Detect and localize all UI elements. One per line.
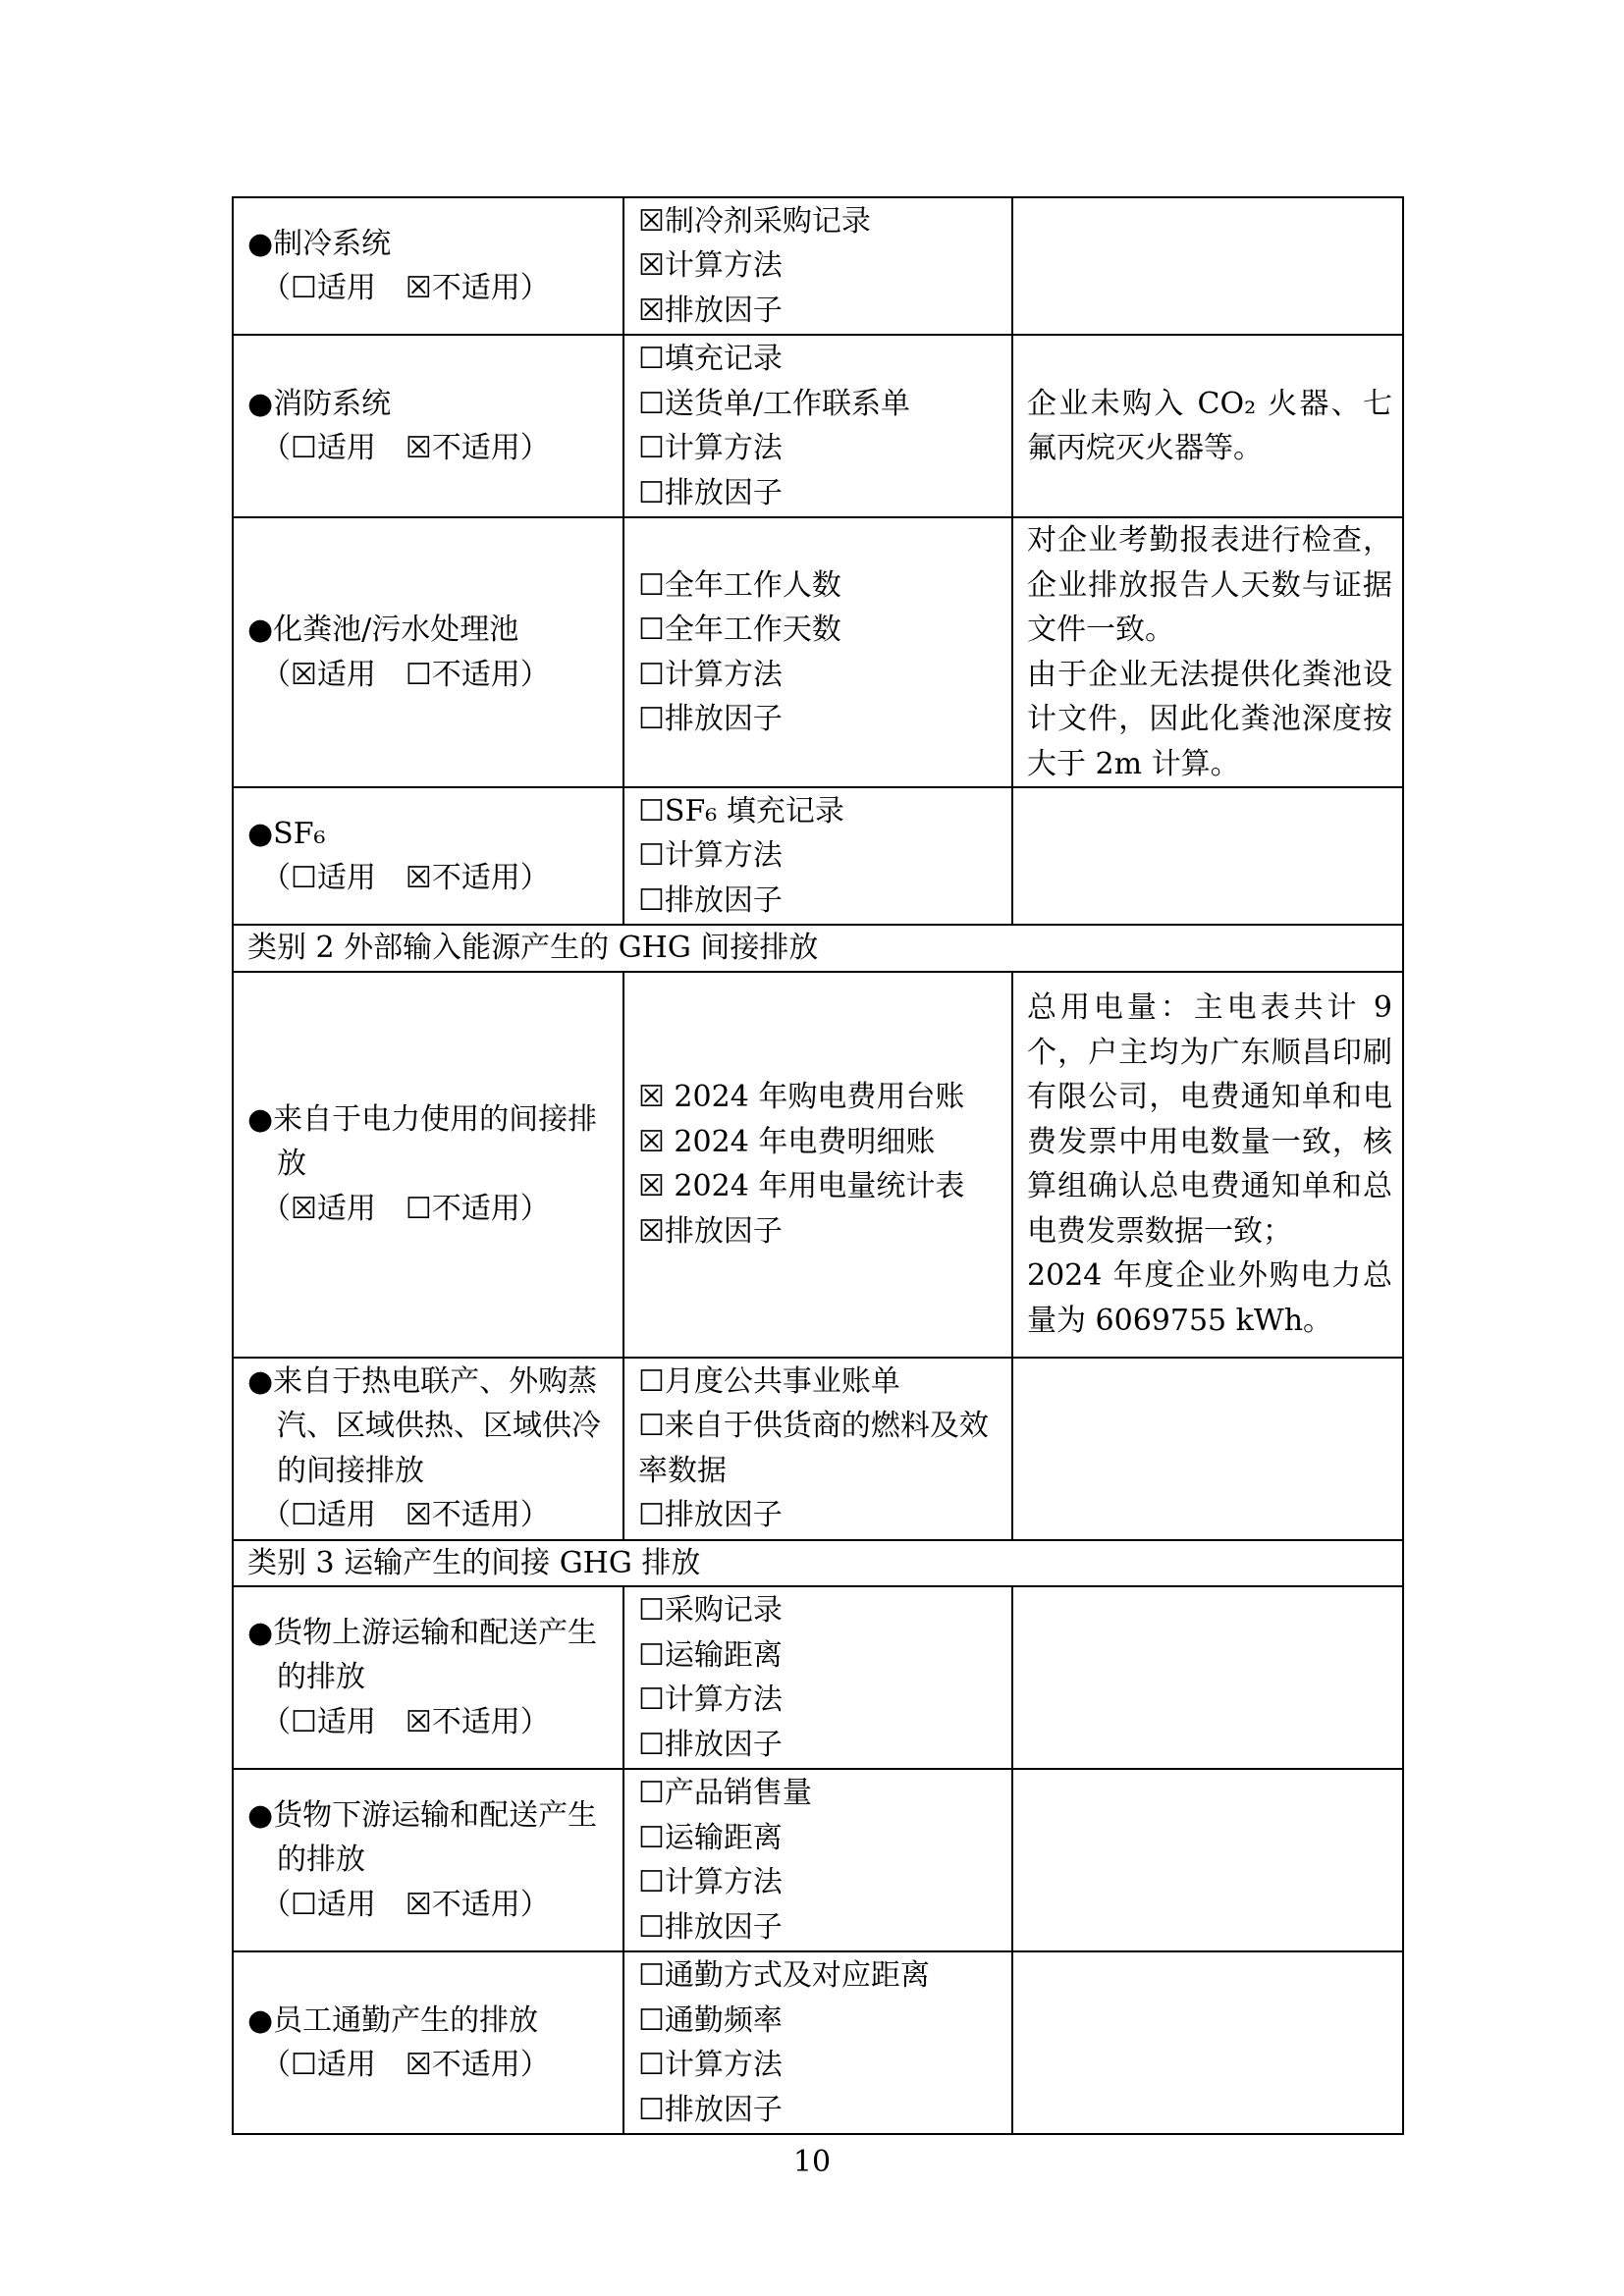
note-text: 2024 年度企业外购电力总量为 6069755 kWh。 bbox=[1027, 1258, 1392, 1338]
applicability-status: （☐适用 ☒不适用） bbox=[261, 1887, 550, 1922]
source-cell bbox=[233, 335, 623, 517]
source-name: ●消防系统 bbox=[247, 386, 392, 421]
evidence-item: ☒排放因子 bbox=[638, 1213, 783, 1249]
evidence-item: ☒排放因子 bbox=[638, 293, 783, 328]
evidence-item: ☐计算方法 bbox=[638, 657, 783, 692]
source-cell bbox=[233, 1951, 623, 2134]
category-heading: 类别 3 运输产生的间接 GHG 排放 bbox=[233, 1540, 1403, 1587]
evidence-item: ☐排放因子 bbox=[638, 1498, 783, 1532]
evidence-item: ☐SF₆ 填充记录 bbox=[638, 793, 844, 828]
evidence-item: ☐运输距离 bbox=[638, 1820, 783, 1855]
note-cell bbox=[1012, 517, 1403, 787]
table-row bbox=[233, 1769, 1403, 1951]
evidence-item: ☐排放因子 bbox=[638, 882, 783, 918]
evidence-item: ☐全年工作人数 bbox=[638, 567, 841, 603]
source-name: ●货物上游运输和配送产生的排放 bbox=[247, 1615, 598, 1695]
table-row bbox=[233, 787, 1403, 925]
category-row bbox=[233, 925, 1403, 972]
table-row bbox=[233, 1951, 1403, 2134]
source-cell bbox=[233, 1769, 623, 1951]
evidence-item: ☐排放因子 bbox=[638, 475, 783, 510]
applicability-status: （☐适用 ☒不适用） bbox=[261, 1498, 550, 1532]
applicability-status: （☐适用 ☒不适用） bbox=[261, 2048, 550, 2082]
category-heading: 类别 2 外部输入能源产生的 GHG 间接排放 bbox=[233, 925, 1403, 972]
source-cell bbox=[233, 787, 623, 925]
note-text: 由于企业无法提供化粪池设计文件，因此化粪池深度按大于 2m 计算。 bbox=[1027, 657, 1392, 781]
evidence-item: ☐来自于供货商的燃料及效率数据 bbox=[638, 1409, 989, 1488]
evidence-item: ☐排放因子 bbox=[638, 1909, 783, 1945]
source-cell bbox=[233, 972, 623, 1358]
evidence-cell bbox=[623, 335, 1012, 517]
note-cell bbox=[1012, 1951, 1403, 2134]
source-name: ●SF₆ bbox=[247, 816, 326, 851]
emission-source-table bbox=[232, 196, 1404, 2135]
evidence-item: ☐填充记录 bbox=[638, 342, 783, 376]
evidence-item: ☐计算方法 bbox=[638, 2048, 783, 2082]
evidence-item: ☐计算方法 bbox=[638, 1865, 783, 1899]
evidence-item: ☒ 2024 年用电量统计表 bbox=[638, 1169, 965, 1203]
note-text: 对企业考勤报表进行检查，企业排放报告人天数与证据文件一致。 bbox=[1027, 523, 1392, 647]
evidence-item: ☐计算方法 bbox=[638, 1682, 783, 1717]
evidence-cell bbox=[623, 972, 1012, 1358]
note-cell bbox=[1012, 1769, 1403, 1951]
evidence-cell bbox=[623, 197, 1012, 335]
note-cell bbox=[1012, 335, 1403, 517]
evidence-cell bbox=[623, 787, 1012, 925]
evidence-item: ☐排放因子 bbox=[638, 1727, 783, 1762]
source-name: ●货物下游运输和配送产生的排放 bbox=[247, 1797, 598, 1878]
evidence-item: ☐采购记录 bbox=[638, 1593, 783, 1628]
note-cell bbox=[1012, 197, 1403, 335]
evidence-cell bbox=[623, 1951, 1012, 2134]
table-row bbox=[233, 517, 1403, 787]
evidence-item: ☐产品销售量 bbox=[638, 1776, 812, 1810]
applicability-status: （☒适用 ☐不适用） bbox=[261, 657, 550, 692]
note-cell bbox=[1012, 1358, 1403, 1540]
source-name: ●来自于电力使用的间接排放 bbox=[247, 1101, 598, 1182]
evidence-item: ☒计算方法 bbox=[638, 248, 783, 284]
source-cell bbox=[233, 1358, 623, 1540]
evidence-item: ☐通勤方式及对应距离 bbox=[638, 1958, 930, 1993]
table-row bbox=[233, 972, 1403, 1358]
evidence-item: ☐排放因子 bbox=[638, 702, 783, 736]
applicability-status: （☒适用 ☐不适用） bbox=[261, 1191, 550, 1226]
evidence-item: ☐计算方法 bbox=[638, 838, 783, 874]
evidence-cell bbox=[623, 517, 1012, 787]
applicability-status: （☐适用 ☒不适用） bbox=[261, 861, 550, 895]
evidence-cell bbox=[623, 1769, 1012, 1951]
evidence-item: ☐计算方法 bbox=[638, 431, 783, 465]
source-name: ●员工通勤产生的排放 bbox=[247, 2002, 539, 2038]
note-text: 总用电量：主电表共计 9 个，户主均为广东顺昌印刷有限公司，电费通知单和电费发票中用电数量一致，核算组确认总电费通知单和总电费发票数据一致； bbox=[1027, 990, 1392, 1249]
source-cell bbox=[233, 197, 623, 335]
table-row bbox=[233, 335, 1403, 517]
applicability-status: （☐适用 ☒不适用） bbox=[261, 431, 550, 465]
evidence-item: ☒ 2024 年购电费用台账 bbox=[638, 1080, 965, 1114]
source-name: ●化粪池/污水处理池 bbox=[247, 613, 519, 647]
evidence-item: ☐送货单/工作联系单 bbox=[638, 386, 911, 421]
evidence-item: ☐月度公共事业账单 bbox=[638, 1363, 900, 1399]
evidence-item: ☐排放因子 bbox=[638, 2092, 783, 2127]
evidence-cell bbox=[623, 1586, 1012, 1769]
note-text: 企业未购入 CO₂ 火器、七氟丙烷灭火器等。 bbox=[1027, 386, 1392, 465]
source-cell bbox=[233, 1586, 623, 1769]
evidence-item: ☐全年工作天数 bbox=[638, 613, 841, 647]
note-cell bbox=[1012, 787, 1403, 925]
evidence-cell bbox=[623, 1358, 1012, 1540]
applicability-status: （☐适用 ☒不适用） bbox=[261, 271, 550, 305]
source-cell bbox=[233, 517, 623, 787]
evidence-item: ☒制冷剂采购记录 bbox=[638, 203, 871, 239]
table-row bbox=[233, 1586, 1403, 1769]
source-name: ●制冷系统 bbox=[247, 226, 392, 261]
evidence-item: ☐通勤频率 bbox=[638, 2002, 783, 2038]
category-row bbox=[233, 1540, 1403, 1587]
table-row bbox=[233, 1358, 1403, 1540]
note-cell bbox=[1012, 1586, 1403, 1769]
evidence-item: ☐运输距离 bbox=[638, 1637, 783, 1673]
source-name: ●来自于热电联产、外购蒸汽、区域供热、区域供冷的间接排放 bbox=[247, 1363, 601, 1488]
table-row bbox=[233, 197, 1403, 335]
page-number: 10 bbox=[792, 2145, 832, 2179]
note-cell bbox=[1012, 972, 1403, 1358]
evidence-item: ☒ 2024 年电费明细账 bbox=[638, 1124, 936, 1159]
applicability-status: （☐适用 ☒不适用） bbox=[261, 1704, 550, 1739]
